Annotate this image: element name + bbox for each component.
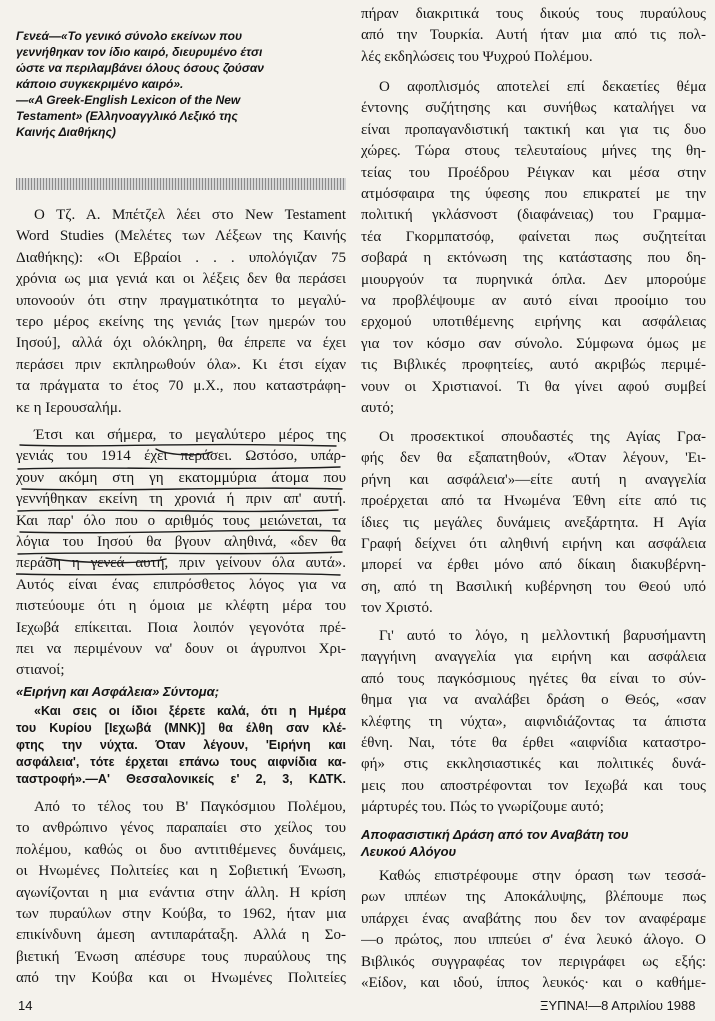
text-line: λές εκδηλώσεις του Ψυχρού Πολέμου. xyxy=(361,48,593,65)
text-line: αγωνίζονται η μια ενάντια στην άλλη. Η κρίση xyxy=(16,884,346,901)
text-line: θημα για να αναλάβει δράση ο Θεός, «σαν xyxy=(361,692,706,709)
text-line: να προβλέψουμε αν αυτό είναι προοίμιο του xyxy=(361,293,706,310)
text-line: λόγια του Ιησού θα βγουν αληθινά, «δεν θα xyxy=(16,534,346,551)
text-line: Διαθήκης): «Οι Εβραίοι . . . υπολόγιζαν 75 xyxy=(16,249,346,266)
text-line: υπάρχει ένας αναβάτης που δεν τον αναφέραμε xyxy=(361,910,706,927)
subheading-peace-security: «Ειρήνη και Ασφάλεια» Σύντομα; xyxy=(16,684,220,699)
text-line: Από το τέλος του Β' Παγκόσμιου Πολέμου, xyxy=(34,799,346,815)
page-number: 14 xyxy=(18,998,33,1013)
text-line: πει να περιμένουν να' δουν οι άγρυπνοι Χρι- xyxy=(16,641,346,658)
epigraph-line: Καινής Διαθήκης) xyxy=(16,125,116,139)
text-line: από τους παγκόσμιους ηγέτες θα είναι το σύν- xyxy=(361,670,706,687)
paragraph-generation-1914 xyxy=(16,425,346,682)
text-line: νουν οι Χριστιανοί. Τι θα γίνει αφού συμβεί xyxy=(361,378,706,395)
text-line: Γι' αυτό το λόγο, η μελλοντική βαρυσήμαντη xyxy=(379,628,706,644)
text-line: αυτό; xyxy=(361,400,394,417)
epigraph-line: Testament» (Ελληνοαγγλικό Λεξικό της xyxy=(16,109,238,123)
text-line: έθνη. Ναι, τότε θα έρθει «αιφνίδια καταστρο- xyxy=(361,735,706,752)
text-line: μεις που αποστρέφονται τον Ιεχωβά και τους xyxy=(361,777,706,794)
text-line: περάσει πριν εκπληρωθούν όλα». Κι έτσι είχαν xyxy=(16,356,346,373)
epigraph-line: κάποιο συγκεκριμένο καιρό». xyxy=(16,77,184,91)
subheading-line: Αποφασιστική Δράση από τον Αναβάτη του xyxy=(361,827,629,842)
text-line: «Και σεις οι ίδιοι ξέρετε καλά, ότι η Ημέρα xyxy=(34,704,346,718)
text-line: μπορεί να έρθει μόνο από δίκαιη διακυβέρνη- xyxy=(361,557,706,574)
pen-underline-annotations xyxy=(16,425,346,585)
text-line: παγγήινη αναγγελία για ειρήνη και ασφάλεια xyxy=(361,649,706,666)
text-line: βιετική Ένωση απέσυρε τους πυραύλους της xyxy=(16,948,346,965)
scripture-quote xyxy=(16,703,346,788)
text-line: τερο μέρος εκείνης της γενιάς [των ημερών του xyxy=(16,314,346,331)
text-line: φτης την νύχτα. Όταν λέγουν, 'Ειρήνη και xyxy=(16,738,346,752)
text-line: σοβαρά η εκτόνωση της κατάστασης που δη- xyxy=(361,250,706,267)
text-line: «Είδον, και ιδού, ίππος λευκός· και ο καθήμε- xyxy=(361,975,706,992)
text-line: ρων ιππέων της Αποκάλυψης, βλέπουμε πως xyxy=(361,889,706,906)
text-line: φής δεν θα εξαπατηθούν, «Όταν λέγουν, 'Ει- xyxy=(361,450,706,467)
text-line: περάση η γενεά αυτή, πριν γείνουν όλα αυτά». xyxy=(16,555,346,572)
text-line: ίδιες τις μεγάλες δυνάμεις ανεξάρτητα. Η Αγία xyxy=(361,514,706,531)
text-line: Ιησού], αλλά όχι ολόκληρη, θα έπρεπε να έχει xyxy=(16,335,346,352)
text-line: μιουργούν τα πυρηνικά όπλα. Δεν μπορούμε xyxy=(361,271,706,288)
text-line: από την Κούβα και οι Ηνωμένες Πολιτείες xyxy=(16,970,346,987)
text-line: φή» στις εκκλησιαστικές και πολιτικές δυνά- xyxy=(361,756,706,773)
text-line: τα πράγματα το έτος 70 μ.Χ., που καταστράφη- xyxy=(16,378,346,395)
text-line: είναι προπαγανδιστική τακτική και για τις δυο xyxy=(361,121,706,138)
subheading-line: Λευκού Αλόγου xyxy=(361,844,457,859)
text-line: Οι προσεκτικοί σπουδαστές της Αγίας Γρα- xyxy=(379,429,706,445)
text-line: Γραφή δείχνει ότι αληθινή ειρήνη και ασφάλεια xyxy=(361,536,706,553)
text-line: ση, από τη Βασιλική κυβέρνηση του Θεού υπό xyxy=(361,578,706,595)
epigraph-line: γεννήθηκαν τον ίδιο καιρό, διευρυμένο έτσι xyxy=(16,45,263,59)
text-line: χρόνια ως μια γενιά και οι λέξεις δεν θα περάσει xyxy=(16,271,346,288)
text-line: γεννήθηκαν εκείνη τη χρονιά ή πριν απ' αυτή. xyxy=(16,491,346,508)
paragraph-careful-students xyxy=(361,427,706,620)
text-line: το ανθρώπινο γένος παραπαίει στο χείλος του xyxy=(16,820,346,837)
text-line: τις Βιβλικές προφητείες, αυτό ακριβώς περιμέ- xyxy=(361,357,706,374)
text-line: τον Χριστό. xyxy=(361,600,433,617)
epigraph-line: Γενεά—«Το γενικό σύνολο εκείνων που xyxy=(16,29,243,43)
text-line: των πυραύλων στην Κούβα, το 1962, ήταν μια xyxy=(16,906,346,923)
issue-line: ΞΥΠΝΑ!—8 Απριλίου 1988 xyxy=(540,998,696,1013)
text-line: ταστροφή».—Α' Θεσσαλονικείς ε' 2, 3, ΚΔΤΚ. xyxy=(16,772,346,786)
text-line: για τον κόσμο σαν σύνολο. Σύμφωνα όμως με xyxy=(361,335,706,352)
paragraph-disarmament xyxy=(361,77,706,420)
text-line: Έτσι και σήμερα, το μεγαλύτερο μέρος της xyxy=(34,427,346,443)
text-line: Ιεχωβά επίκειται. Ποια λοιπόν γεγονότα πρέ- xyxy=(16,619,346,636)
text-line: τέα Γκορμπατσόφ, φαίνεται πως συζητείται xyxy=(361,228,706,245)
epigraph-box xyxy=(16,28,341,140)
epigraph-line: ώστε να περιλαμβάνει όλους όσους ζούσαν xyxy=(16,61,264,75)
text-line: πολέμου, καθώς οι δυο αντιτιθέμενες δυνάμεις, xyxy=(16,841,346,858)
text-line: —ο πρώτος, που ιππεύει σ' ένα λευκό άλογο. Ο xyxy=(361,932,706,949)
text-line: κε η Ιερουσαλήμ. xyxy=(16,399,122,416)
paragraph-continuation xyxy=(361,4,706,68)
text-line: από την Τουρκία. Αυτή ήταν μια από τις πολ- xyxy=(361,27,706,44)
text-line: Ο αφοπλισμός αποτελεί επί δεκαετίες θέμα xyxy=(379,79,706,95)
text-line: οι Ηνωμένες Πολιτείες και η Σοβιετική Ένωση, xyxy=(16,863,346,880)
text-line: Βιβλικός συγγραφέας τον περιγράφει ως εξής: xyxy=(361,953,706,970)
text-line: γενιάς του 1914 έχει περάσει. Ωστόσο, υπάρ- xyxy=(16,448,346,465)
text-line: υπονοούν ότι στην πραγματικότητα το μεγαλύ- xyxy=(16,292,346,309)
text-line: κλέφτης τη νύχτα», αιφνιδιάζοντας τα άπιστα xyxy=(361,713,706,730)
text-line: Ο Τζ. Α. Μπέτζελ λέει στο New Testament xyxy=(34,207,346,223)
subheading-white-horse-rider xyxy=(361,826,706,860)
text-line: πήραν διακριτικά τους δικούς τους πυραύλους xyxy=(361,6,706,22)
paragraph-four-horsemen xyxy=(361,866,706,994)
text-line: ερχομού υποτιθέμενης ειρήνης και ασφάλειας xyxy=(361,314,706,331)
paragraph-announcement xyxy=(361,626,706,819)
text-line: χουν ακόμη στη γη εκατομμύρια άτομα που xyxy=(16,469,346,486)
text-line: ρήνη και ασφάλεια'»—είτε αυτή η αναγγελία xyxy=(361,471,706,488)
text-line: επικίνδυνη άμεση αντιπαράταξη. Αλλά η Σο- xyxy=(16,927,346,944)
paragraph-betzel xyxy=(16,205,346,419)
text-line: Word Studies (Μελέτες των Λέξεων της Καινής xyxy=(16,228,346,245)
text-line: πιστεύουμε ότι η όμοια με κλέφτη μέρα του xyxy=(16,598,346,615)
text-line: του Κυρίου [Ιεχωβά (ΜΝΚ)] θα έλθη σαν κλέ- xyxy=(16,721,346,735)
text-line: Και παρ' όλο που ο αριθμός τους μειώνεται, τα xyxy=(16,512,346,529)
shaded-rule xyxy=(16,178,346,190)
text-line: Καθώς επιστρέφουμε στην όραση των τεσσά- xyxy=(379,868,706,884)
text-line: έντονης συζήτησης και συνήθως καταλήγει να xyxy=(361,100,706,117)
text-line: τείας του Προέδρου Ρέιγκαν και μέσα στην xyxy=(361,164,706,181)
text-line: ασφάλεια', τότε έρχεται επάνω τους αιφνίδια κα- xyxy=(16,755,346,769)
text-line: στιανοί; xyxy=(16,662,65,679)
paragraph-cold-war xyxy=(16,797,346,990)
text-line: πολιτική γκλάσνοστ (διαφάνειας) του Γραμμα- xyxy=(361,207,706,224)
text-line: προέρχεται από τα Ηνωμένα Έθνη είτε από τις xyxy=(361,493,706,510)
epigraph-line: —«A Greek-English Lexicon of the New xyxy=(16,93,241,107)
text-line: ατμόσφαιρα της ύφεσης που επικρατεί με την xyxy=(361,186,706,203)
text-line: χώρες. Τώρα στους τελευταίους μήνες της θη- xyxy=(361,143,706,160)
text-line: Αυτός είναι ένας επιπρόσθετος λόγος για να xyxy=(16,576,346,593)
text-line: μάρτυρές του. Πώς το γνωρίζουμε αυτό; xyxy=(361,799,604,816)
